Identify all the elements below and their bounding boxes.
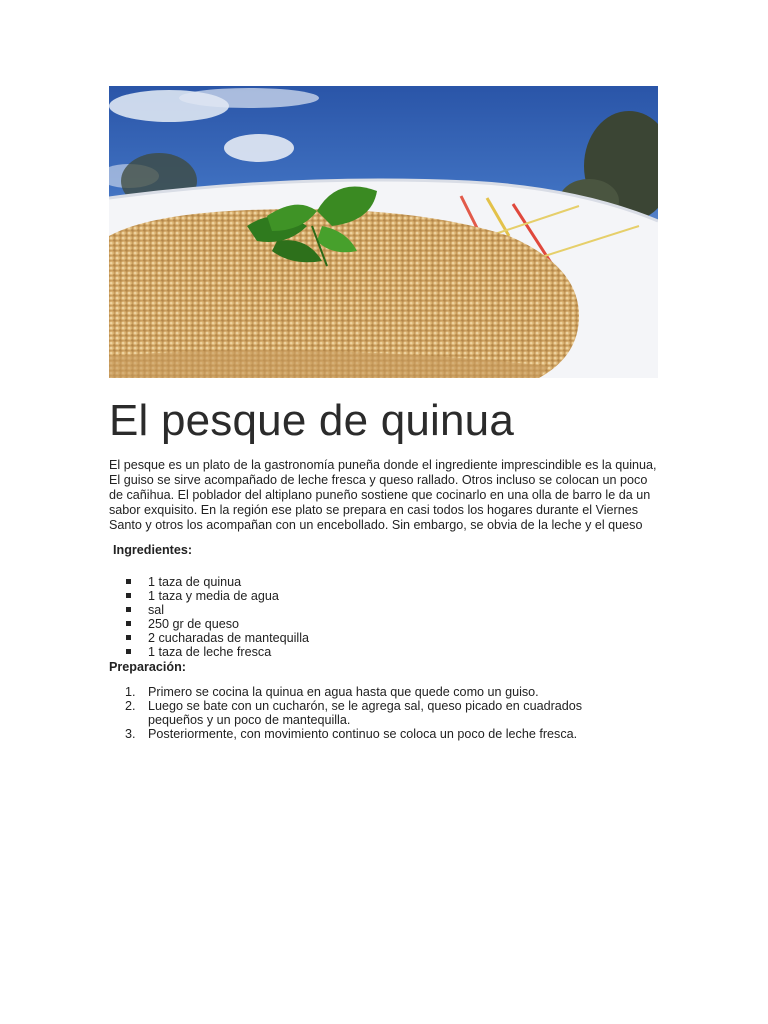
- step-text: Luego se bate con un cucharón, se le agrega sal, queso picado en cuadrados pequeños y un poco de mantequilla.: [148, 699, 583, 727]
- ingredients-heading: Ingredientes:: [113, 543, 193, 557]
- ingredient-text: 1 taza de leche fresca: [148, 645, 272, 659]
- step-number: 2.: [125, 699, 136, 713]
- list-item: [109, 727, 618, 741]
- step-text: Posteriormente, con movimiento continuo se coloca un poco de leche fresca.: [148, 727, 578, 741]
- list-item: [109, 685, 618, 699]
- preparation-heading: Preparación:: [109, 660, 186, 674]
- list-item: [109, 603, 659, 617]
- document-page: [109, 86, 659, 741]
- bullet-icon: [126, 607, 131, 612]
- ingredient-text: 1 taza y media de agua: [148, 589, 279, 603]
- page-title: El pesque de quinua: [109, 396, 515, 445]
- step-number: 3.: [125, 727, 136, 741]
- intro-paragraph: El pesque es un plato de la gastronomía puneña donde el ingrediente imprescindible es la quinua, El guiso se sirve acompañado de leche fresca y queso rallado. Otros incluso se colocan un poco de cañihua. El poblador del altiplano puneño sostiene que cocinarlo en una olla de barro le da un sabor exquisito. En la región ese plato se prepara en casi todos los hogares durante el Viernes Santo y otros los acompañan con un encebollado. Sin embargo, se obvia de la leche y el queso: [109, 458, 657, 532]
- preparation-list: [109, 685, 659, 741]
- list-item: [109, 645, 659, 659]
- bullet-icon: [126, 635, 131, 640]
- list-item: [109, 575, 659, 589]
- list-item: [109, 589, 659, 603]
- ingredient-text: 2 cucharadas de mantequilla: [148, 631, 310, 645]
- ingredient-text: 250 gr de queso: [148, 617, 240, 631]
- list-item: [109, 631, 659, 645]
- bullet-icon: [126, 621, 131, 626]
- step-number: 1.: [125, 685, 136, 699]
- dish-photo-illustration: [109, 86, 658, 378]
- bullet-icon: [126, 593, 131, 598]
- ingredients-list: [109, 575, 659, 659]
- dish-photo: [109, 86, 658, 378]
- list-item: [109, 699, 618, 727]
- ingredient-text: sal: [148, 603, 165, 617]
- bullet-icon: [126, 649, 131, 654]
- step-text: Primero se cocina la quinua en agua hasta que quede como un guiso.: [148, 685, 539, 699]
- list-item: [109, 617, 659, 631]
- bullet-icon: [126, 579, 131, 584]
- ingredient-text: 1 taza de quinua: [148, 575, 242, 589]
